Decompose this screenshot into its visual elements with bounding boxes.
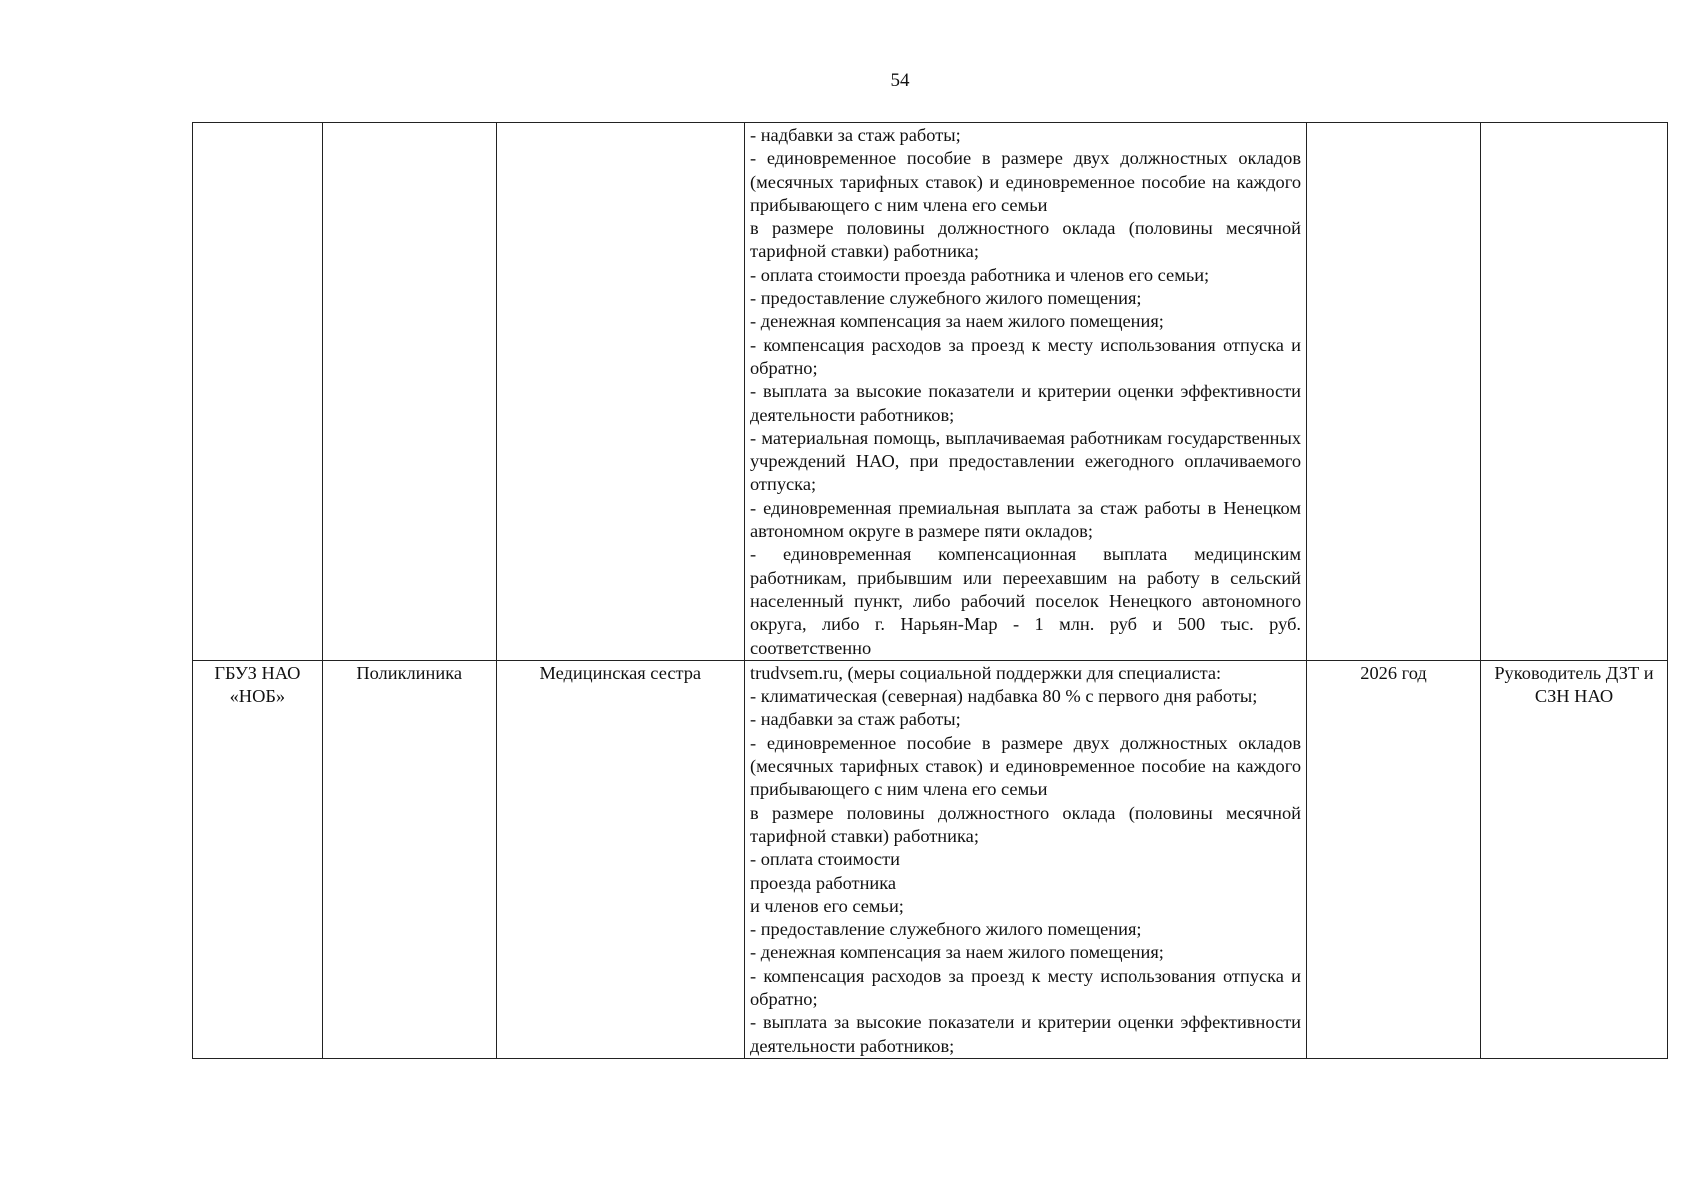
measure-item: - единовременное пособие в размере двух должностных окладов (месячных тарифных ставок) и единовременное пособие на каждого прибывающего с ним члена его семьи [749,148,1302,215]
measure-item: - компенсация расходов за проезд к месту использования отпуска и обратно; [749,334,1302,378]
deadline-cell: 2026 год [1307,660,1481,1058]
measure-item: - надбавки за стаж работы; [749,125,961,145]
position-cell: Медицинская сестра [496,660,744,1058]
table-row [193,660,1668,1058]
measure-item: - единовременная компенсационная выплата медицинским работникам, прибывшим или переехавшим на работу в сельский населенный пункт, либо рабочий поселок Ненецкого автономного округа, либо г. Нарьян-Мар - 1 млн. руб и 500 тыс. руб. соответственно [749,544,1302,658]
deadline-cell [1307,123,1481,661]
unit-cell: Поликлиника [322,660,496,1058]
measure-item: - оплата стоимости проезда работника и членов его семьи; [749,264,1210,285]
measure-item: - единовременная премиальная выплата за стаж работы в Ненецком автономном округе в размере пяти окладов; [749,497,1302,542]
measure-item: - выплата за высокие показатели и критерии оценки эффективности деятельности работников; [749,381,1302,425]
position-cell [496,123,744,661]
measure-item: - климатическая (северная) надбавка 80 % с первого дня работы; [749,686,1258,707]
measure-item: - денежная компенсация за наем жилого помещения; [749,942,1164,963]
measure-item: - выплата за высокие показатели и критерии оценки эффективности деятельности работников; [749,1012,1302,1056]
table-row [193,123,1668,661]
measures-table [192,122,1668,1059]
measure-item: в размере половины должностного оклада (половины месячной тарифной ставки) работника; [749,218,1302,262]
measure-item: - надбавки за стаж работы; [749,709,961,730]
support-measures-cell [744,660,1306,1058]
measure-item: - единовременное пособие в размере двух должностных окладов (месячных тарифных ставок) и единовременное пособие на каждого прибывающего с ним члена его семьи [749,732,1302,800]
measure-item: - оплата стоимости [749,849,900,870]
measure-item: trudvsem.ru, (меры социальной поддержки для специалиста: [749,662,1222,683]
measure-item: в размере половины должностного оклада (половины месячной тарифной ставки) работника; [749,802,1302,846]
responsible-cell [1480,123,1667,661]
measure-item: проезда работника [749,872,897,893]
measure-item: - предоставление служебного жилого помещения; [749,919,1142,940]
measure-item: - предоставление служебного жилого помещения; [749,288,1142,309]
org-cell [193,123,323,661]
measure-item: и членов его семьи; [749,895,904,916]
unit-cell [322,123,496,661]
responsible-cell: Руководитель ДЗТ и СЗН НАО [1480,660,1667,1058]
measure-item: - материальная помощь, выплачиваемая работникам государственных учреждений НАО, при предоставлении ежегодного оплачиваемого отпуска; [749,427,1302,495]
measure-item: - компенсация расходов за проезд к месту использования отпуска и обратно; [749,965,1302,1009]
support-measures-cell [744,123,1306,661]
measure-item: - денежная компенсация за наем жилого помещения; [749,311,1164,332]
page-number: 54 [890,70,910,91]
org-cell: ГБУЗ НАО «НОБ» [193,660,323,1058]
